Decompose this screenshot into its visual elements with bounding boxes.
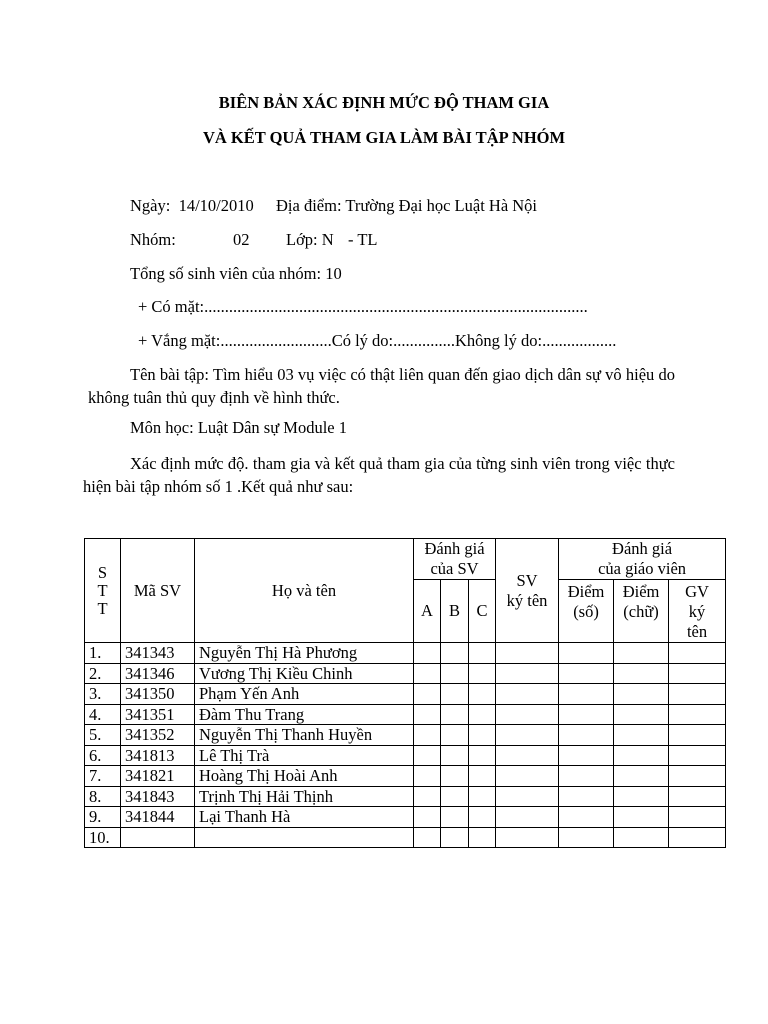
date-value: 14/10/2010 bbox=[178, 196, 254, 215]
score-words-cell bbox=[614, 786, 669, 807]
stt-cell: 1. bbox=[85, 643, 121, 664]
header-ma-sv: Mã SV bbox=[121, 539, 195, 643]
score-number-cell bbox=[559, 827, 614, 848]
score-number-cell bbox=[559, 704, 614, 725]
intro-text: Xác định mức độ. tham gia và kết quả tham gia của từng sinh viên trong việc thực hiện bài tập nhóm số 1 .Kết quả như sau: bbox=[83, 454, 675, 496]
eval-c-cell bbox=[469, 643, 496, 664]
table-row bbox=[85, 766, 726, 787]
score-number-cell bbox=[559, 643, 614, 664]
student-signature-cell bbox=[496, 766, 559, 787]
eval-b-cell bbox=[441, 684, 469, 705]
group-label: Nhóm: bbox=[130, 230, 176, 249]
assignment-text: Tên bài tập: Tìm hiểu 03 vụ việc có thật liên quan đến giao dịch dân sự vô hiệu do không tuân thủ quy định về hình thức. bbox=[88, 365, 675, 407]
eval-c-cell bbox=[469, 786, 496, 807]
score-number-cell bbox=[559, 745, 614, 766]
document-title-line-2: VÀ KẾT QUẢ THAM GIA LÀM BÀI TẬP NHÓM bbox=[202, 128, 566, 147]
intro-paragraph bbox=[83, 452, 675, 498]
eval-b-cell bbox=[441, 766, 469, 787]
teacher-signature-cell bbox=[669, 786, 726, 807]
table-row bbox=[85, 807, 726, 828]
ma-sv-cell: 341821 bbox=[121, 766, 195, 787]
student-signature-cell bbox=[496, 643, 559, 664]
eval-b-cell bbox=[441, 725, 469, 746]
eval-c-cell bbox=[469, 827, 496, 848]
class-label: Lớp: N bbox=[286, 230, 334, 249]
student-signature-cell bbox=[496, 827, 559, 848]
score-words-cell bbox=[614, 766, 669, 787]
subject-line: Môn học: Luật Dân sự Module 1 bbox=[130, 418, 347, 437]
stt-cell: 2. bbox=[85, 663, 121, 684]
ho-ten-cell: Hoàng Thị Hoài Anh bbox=[195, 766, 414, 787]
table-row bbox=[85, 786, 726, 807]
ma-sv-cell: 341844 bbox=[121, 807, 195, 828]
assignment-paragraph bbox=[88, 363, 675, 409]
ma-sv-cell: 341351 bbox=[121, 704, 195, 725]
stt-cell: 7. bbox=[85, 766, 121, 787]
table-row bbox=[85, 643, 726, 664]
score-words-cell bbox=[614, 827, 669, 848]
reason-text: Có lý do:............... bbox=[331, 331, 456, 350]
student-signature-cell bbox=[496, 807, 559, 828]
student-signature-cell bbox=[496, 684, 559, 705]
score-number-cell bbox=[559, 684, 614, 705]
eval-c-cell bbox=[469, 663, 496, 684]
eval-c-cell bbox=[469, 766, 496, 787]
teacher-signature-cell bbox=[669, 827, 726, 848]
table-header-row-1 bbox=[85, 539, 726, 580]
student-signature-cell bbox=[496, 663, 559, 684]
table-row bbox=[85, 704, 726, 725]
table-row bbox=[85, 663, 726, 684]
eval-b-cell bbox=[441, 745, 469, 766]
header-a: A bbox=[414, 580, 441, 643]
eval-c-cell bbox=[469, 684, 496, 705]
student-signature-cell bbox=[496, 745, 559, 766]
teacher-signature-cell bbox=[669, 807, 726, 828]
stt-cell: 6. bbox=[85, 745, 121, 766]
ho-ten-cell: Phạm Yến Anh bbox=[195, 684, 414, 705]
score-words-cell bbox=[614, 704, 669, 725]
ma-sv-cell bbox=[121, 827, 195, 848]
ma-sv-cell: 341352 bbox=[121, 725, 195, 746]
group-class-line bbox=[130, 230, 378, 250]
teacher-signature-cell bbox=[669, 725, 726, 746]
stt-cell: 8. bbox=[85, 786, 121, 807]
stt-cell: 4. bbox=[85, 704, 121, 725]
teacher-signature-cell bbox=[669, 766, 726, 787]
score-words-cell bbox=[614, 745, 669, 766]
eval-b-cell bbox=[441, 663, 469, 684]
header-score-words: Điểm (chữ) bbox=[614, 580, 669, 643]
header-ho-ten: Họ và tên bbox=[195, 539, 414, 643]
eval-a-cell bbox=[414, 684, 441, 705]
score-words-cell bbox=[614, 807, 669, 828]
score-words-cell bbox=[614, 725, 669, 746]
ma-sv-cell: 341343 bbox=[121, 643, 195, 664]
ho-ten-cell: Vương Thị Kiều Chinh bbox=[195, 663, 414, 684]
eval-b-cell bbox=[441, 786, 469, 807]
teacher-signature-cell bbox=[669, 704, 726, 725]
score-words-cell bbox=[614, 643, 669, 664]
ma-sv-cell: 341346 bbox=[121, 663, 195, 684]
eval-a-cell bbox=[414, 745, 441, 766]
eval-a-cell bbox=[414, 663, 441, 684]
no-reason-text: Không lý do:.................. bbox=[455, 331, 617, 350]
stt-cell: 9. bbox=[85, 807, 121, 828]
ho-ten-cell: Lại Thanh Hà bbox=[195, 807, 414, 828]
total-students: Tổng số sinh viên của nhóm: 10 bbox=[130, 264, 342, 283]
ma-sv-cell: 341350 bbox=[121, 684, 195, 705]
score-number-cell bbox=[559, 725, 614, 746]
table-row bbox=[85, 725, 726, 746]
eval-a-cell bbox=[414, 704, 441, 725]
ho-ten-cell: Lê Thị Trà bbox=[195, 745, 414, 766]
score-words-cell bbox=[614, 684, 669, 705]
eval-a-cell bbox=[414, 643, 441, 664]
score-number-cell bbox=[559, 807, 614, 828]
score-number-cell bbox=[559, 663, 614, 684]
header-c: C bbox=[469, 580, 496, 643]
stt-cell: 3. bbox=[85, 684, 121, 705]
stt-cell: 5. bbox=[85, 725, 121, 746]
eval-b-cell bbox=[441, 704, 469, 725]
score-number-cell bbox=[559, 766, 614, 787]
teacher-signature-cell bbox=[669, 745, 726, 766]
eval-b-cell bbox=[441, 643, 469, 664]
eval-c-cell bbox=[469, 725, 496, 746]
eval-a-cell bbox=[414, 725, 441, 746]
ho-ten-cell: Trịnh Thị Hải Thịnh bbox=[195, 786, 414, 807]
eval-a-cell bbox=[414, 766, 441, 787]
eval-a-cell bbox=[414, 827, 441, 848]
absent-line bbox=[138, 331, 616, 351]
eval-a-cell bbox=[414, 807, 441, 828]
eval-c-cell bbox=[469, 745, 496, 766]
header-student-signature: SV ký tên bbox=[496, 539, 559, 643]
student-signature-cell bbox=[496, 786, 559, 807]
table-row bbox=[85, 684, 726, 705]
ho-ten-cell: Đàm Thu Trang bbox=[195, 704, 414, 725]
header-teacher-signature: GV ký tên bbox=[669, 580, 726, 643]
score-words-cell bbox=[614, 663, 669, 684]
header-stt: S T T bbox=[85, 539, 121, 643]
table-row bbox=[85, 745, 726, 766]
document-title-line-1: BIÊN BẢN XÁC ĐỊNH MỨC ĐỘ THAM GIA bbox=[218, 93, 550, 112]
stt-cell: 10. bbox=[85, 827, 121, 848]
ma-sv-cell: 341843 bbox=[121, 786, 195, 807]
student-signature-cell bbox=[496, 725, 559, 746]
eval-c-cell bbox=[469, 704, 496, 725]
ho-ten-cell: Nguyễn Thị Hà Phương bbox=[195, 643, 414, 664]
location-label: Địa điểm: bbox=[276, 196, 342, 215]
eval-b-cell bbox=[441, 807, 469, 828]
class-suffix: - TL bbox=[348, 230, 378, 249]
ho-ten-cell bbox=[195, 827, 414, 848]
student-signature-cell bbox=[496, 704, 559, 725]
teacher-signature-cell bbox=[669, 643, 726, 664]
absent-text: + Vắng mặt:........................... bbox=[138, 331, 332, 350]
table-body bbox=[85, 643, 726, 848]
eval-b-cell bbox=[441, 827, 469, 848]
header-teacher-evaluation: Đánh giá của giáo viên bbox=[559, 539, 726, 580]
eval-a-cell bbox=[414, 786, 441, 807]
teacher-signature-cell bbox=[669, 684, 726, 705]
score-number-cell bbox=[559, 786, 614, 807]
teacher-signature-cell bbox=[669, 663, 726, 684]
group-value: 02 bbox=[233, 230, 250, 249]
header-student-evaluation: Đánh giá của SV bbox=[414, 539, 496, 580]
present-line: + Có mặt:............................................................................................. bbox=[138, 297, 588, 316]
date-label: Ngày: bbox=[130, 196, 171, 215]
date-location-line bbox=[130, 196, 537, 216]
ho-ten-cell: Nguyễn Thị Thanh Huyền bbox=[195, 725, 414, 746]
header-score-number: Điểm (số) bbox=[559, 580, 614, 643]
ma-sv-cell: 341813 bbox=[121, 745, 195, 766]
table-row bbox=[85, 827, 726, 848]
evaluation-table bbox=[84, 538, 726, 848]
header-b: B bbox=[441, 580, 469, 643]
location-value: Trường Đại học Luật Hà Nội bbox=[345, 196, 538, 215]
eval-c-cell bbox=[469, 807, 496, 828]
